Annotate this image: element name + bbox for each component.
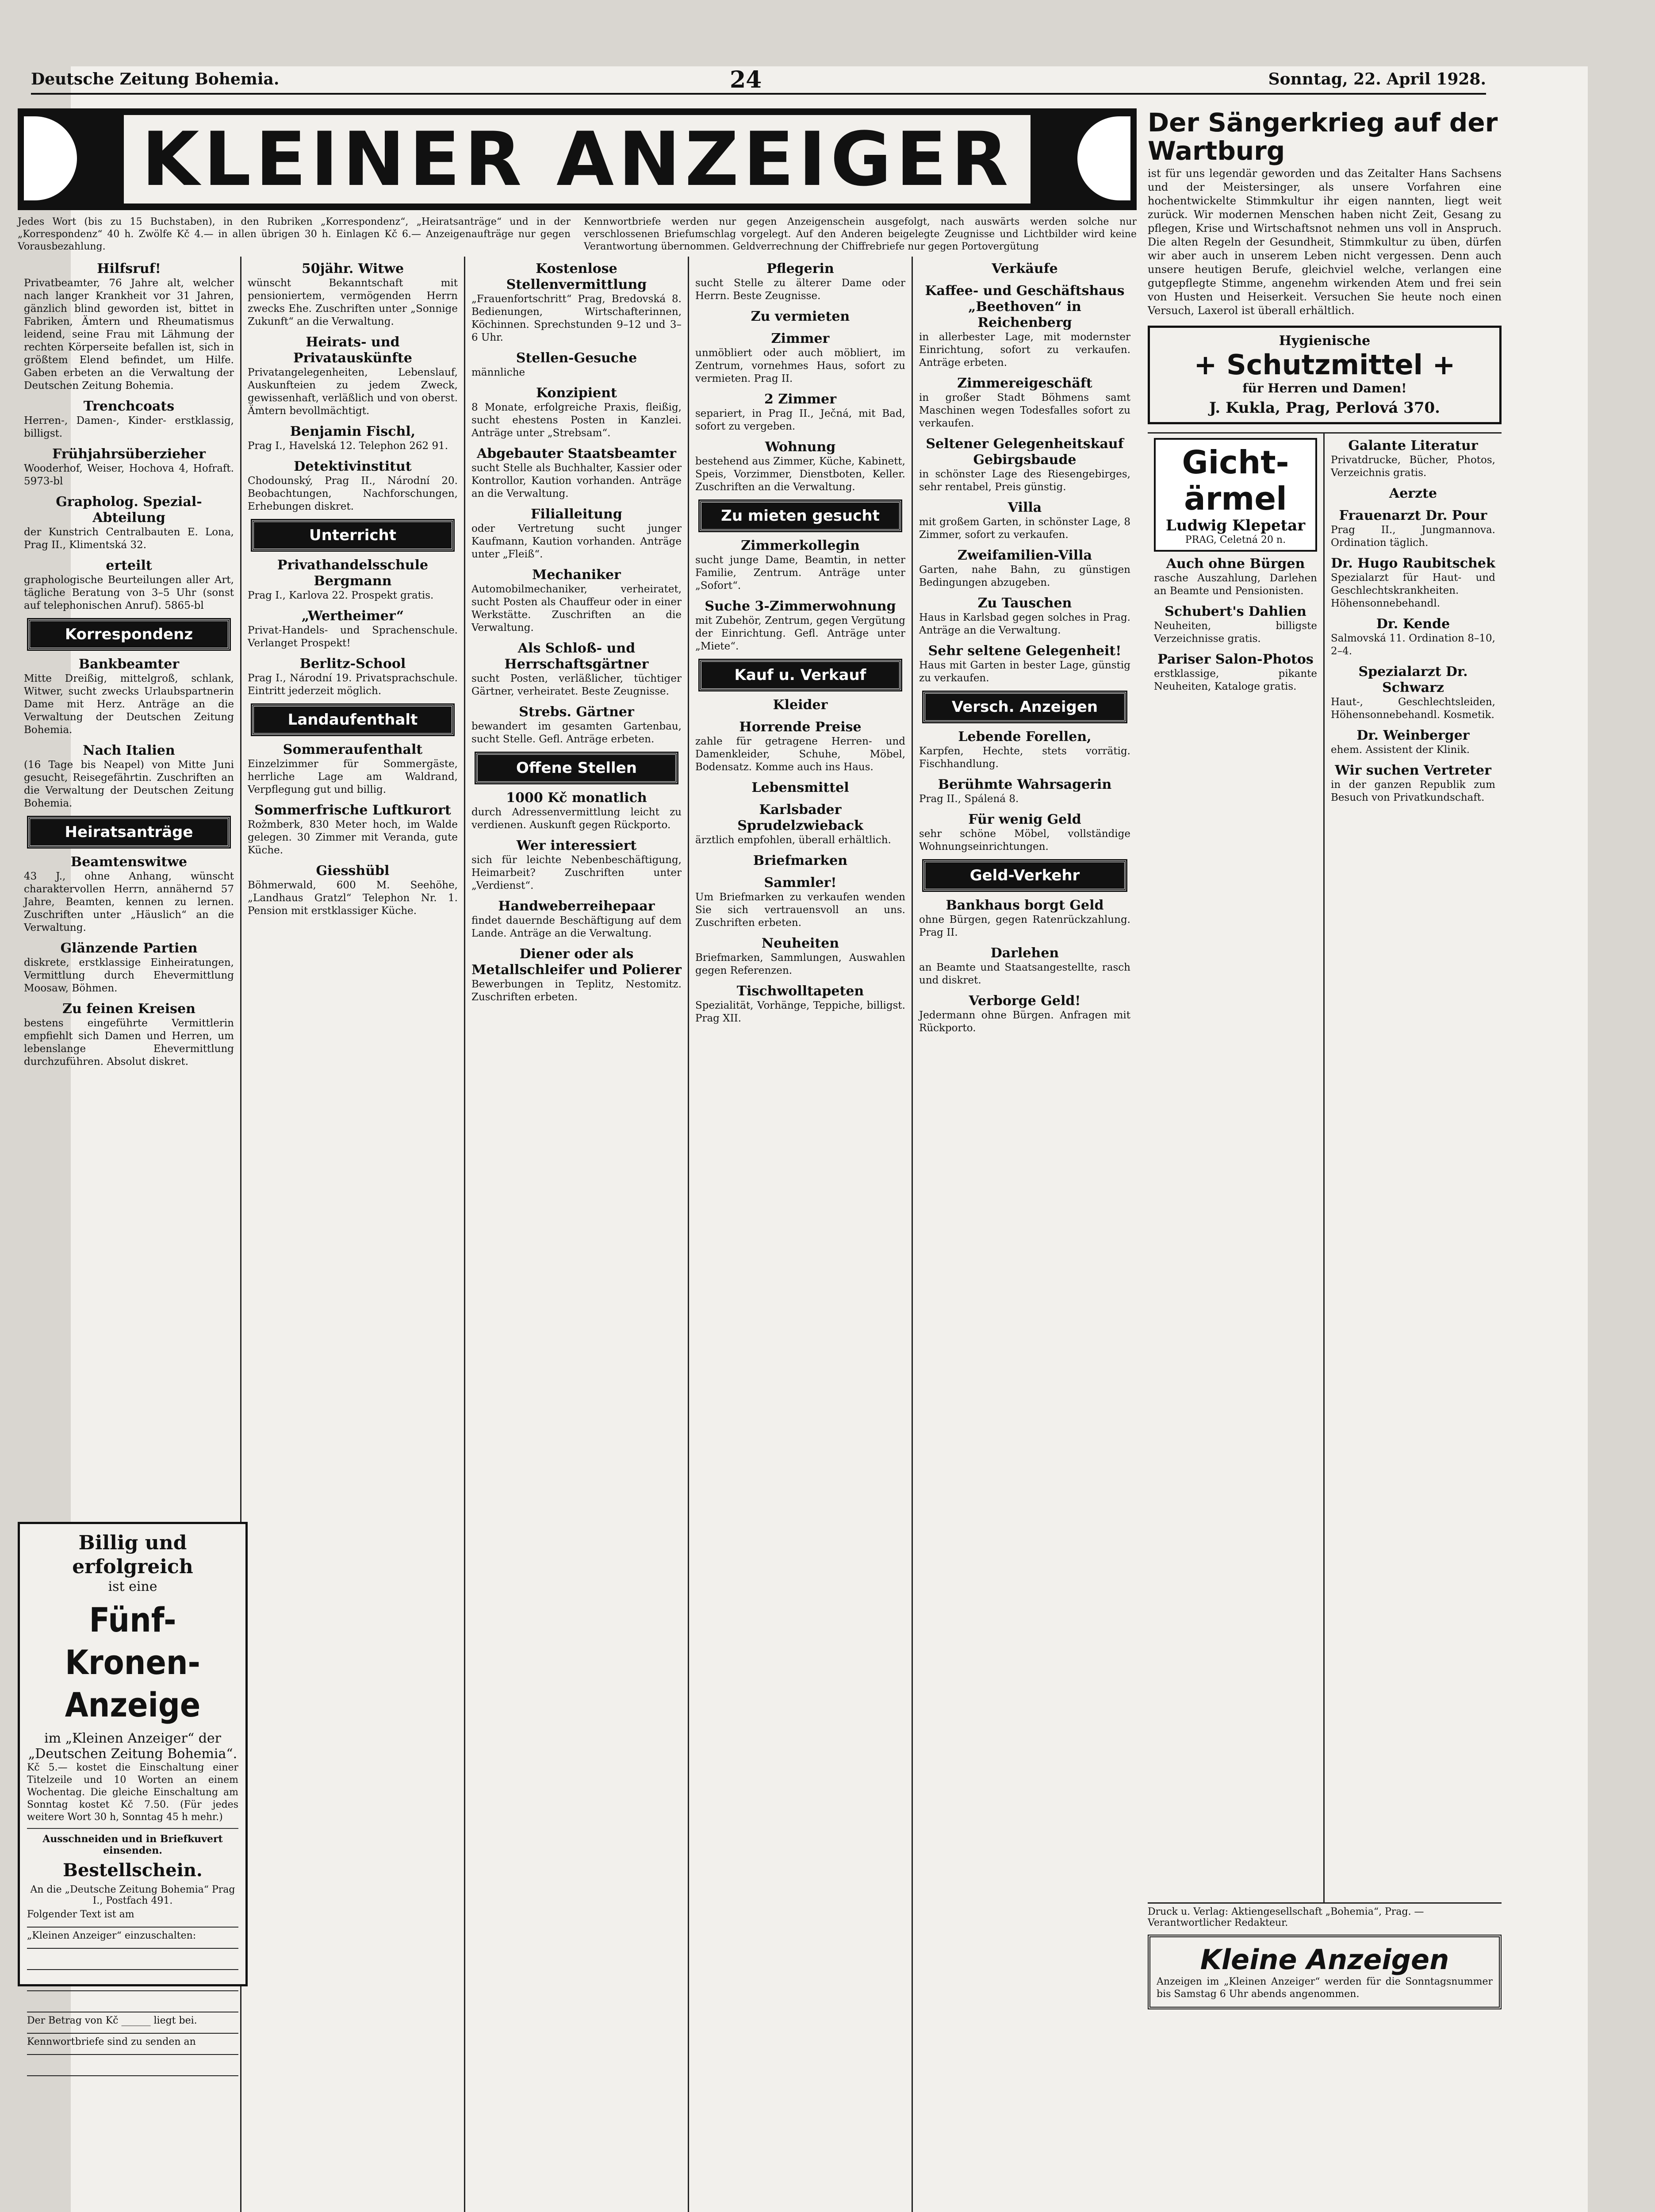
ad-heading: Berühmte Wahrsagerin: [938, 777, 1112, 792]
classified-column: [465, 257, 689, 2212]
ad-text: in großer Stadt Böhmens samt Maschinen wegen Todesfalles sofort zu verkaufen.: [919, 392, 1130, 429]
ad-heading: Kleider: [773, 697, 828, 713]
classified-ad: [919, 729, 1130, 771]
form-line-blank[interactable]: [27, 1994, 238, 2012]
kleiner-anzeiger-banner: [18, 108, 1137, 210]
classified-ad: [695, 983, 905, 1025]
classified-ad: [695, 853, 905, 869]
ad-heading: Pariser Salon-Photos: [1157, 652, 1314, 667]
schutzmittel-ad: [1148, 326, 1502, 424]
ad-heading: Bankhaus borgt Geld: [946, 898, 1104, 913]
ad-heading: „Wertheimer“: [301, 608, 404, 624]
ad-text: (16 Tage bis Neapel) von Mitte Juni gesucht, Reisegefährtin. Zuschriften an die Verwaltung der Deutschen Zeitung Bohemia.: [24, 759, 234, 809]
ad-text: Karpfen, Hechte, stets vorrätig. Fischhandlung.: [919, 745, 1130, 770]
ad-heading: Glänzende Partien: [60, 941, 198, 956]
classified-ad: [695, 331, 905, 385]
ad-heading: Galante Literatur: [1348, 438, 1478, 453]
ad-text: sich für leichte Nebenbeschäftigung, Heimarbeit? Zuschriften unter „Verdienst“.: [471, 854, 682, 891]
classified-ad: [1154, 652, 1317, 693]
form-line-amount[interactable]: Der Betrag von Kč ______ liegt bei.: [27, 2015, 238, 2034]
classified-ad: [919, 595, 1130, 637]
ad-text: Rožmberk, 830 Meter hoch, im Walde gelegen. 30 Zimmer mit Veranda, gute Küche.: [248, 819, 458, 856]
banner-ornament-right: [1077, 116, 1130, 200]
form-line-date[interactable]: Folgender Text ist am: [27, 1909, 238, 1928]
ad-heading: 1000 Kč monatlich: [506, 790, 647, 806]
header-paper-name: Deutsche Zeitung Bohemia.: [31, 70, 280, 88]
classified-ad: [24, 261, 234, 392]
classified-ad: [471, 838, 682, 892]
right-subcolumn-right: [1325, 434, 1502, 1902]
ad-heading: Schubert's Dahlien: [1165, 604, 1306, 619]
ad-heading: Grapholog. Spezial-Abteilung: [56, 494, 202, 526]
classified-ad: [471, 790, 682, 832]
classified-ad: [248, 261, 458, 328]
ad-text: sucht Posten, verläßlicher, tüchtiger Gärtner, verheiratet. Beste Zeugnisse.: [471, 673, 682, 697]
ad-text: an Beamte und Staatsangestellte, rasch und diskret.: [919, 962, 1130, 986]
ad-text: wünscht Bekanntschaft mit pensioniertem, vermögenden Herrn zwecks Ehe. Zuschriften unter „Sonnige Zukunft“ an die Verwaltung.: [248, 277, 458, 327]
ad-text: ärztlich empfohlen, überall erhältlich.: [695, 834, 891, 846]
classified-column: [913, 257, 1137, 2212]
classified-ad: [695, 392, 905, 433]
ad-text: sehr schöne Möbel, vollständige Wohnungseinrichtungen.: [919, 828, 1130, 853]
ad-text: Prag I., Karlova 22. Prospekt gratis.: [248, 590, 434, 601]
ad-text: „Frauenfortschritt“ Prag, Bredovská 8. Bedienungen, Wirtschafterinnen, Köchinnen. Sprechstunden 9–12 und 3–6 Uhr.: [471, 293, 682, 343]
ad-heading: 50jähr. Witwe: [301, 261, 404, 276]
rates-notice: [18, 216, 1137, 253]
section-header: Versch. Anzeigen: [923, 692, 1126, 722]
classified-ad: [919, 436, 1130, 494]
gicht-seller: Ludwig Klepetar: [1165, 517, 1306, 534]
ad-heading: Zu vermieten: [751, 309, 850, 324]
ad-text: bestens eingeführte Vermittlerin empfiehlt sich Damen und Herren, um lebenslange Ehevermittlung durchzuführen. Absolut diskret.: [24, 1018, 234, 1068]
section-header: Heiratsanträge: [28, 817, 230, 847]
ad-text: in allerbester Lage, mit modernster Einrichtung, sofort zu verkaufen. Anträge erbeten.: [919, 331, 1130, 369]
ad-text: Um Briefmarken zu verkaufen wenden Sie sich vertrauensvoll an uns. Zuschriften erbeten.: [695, 891, 905, 929]
ad-heading: Neuheiten: [761, 936, 839, 951]
classified-ad: [471, 567, 682, 634]
ad-heading: Aerzte: [1389, 486, 1437, 501]
classified-ad: [919, 812, 1130, 853]
ad-text: Prag II., Spálená 8.: [919, 793, 1019, 805]
ad-text: Chodounský, Prag II., Národní 20. Beobachtungen, Nachforschungen, Erhebungen diskret.: [248, 475, 458, 512]
classified-ad: [248, 863, 458, 918]
classified-ad: [248, 803, 458, 857]
ad-text: sucht junge Dame, Beamtin, in netter Familie, Zentrum. Anträge unter „Sofort“.: [695, 554, 905, 591]
ad-heading: Diener oder als Metallschleifer und Polierer: [471, 946, 682, 978]
classified-ad: [695, 875, 905, 929]
box-big-title: Fünf-Kronen-Anzeige: [65, 1600, 201, 1724]
section-header: Geld-Verkehr: [923, 860, 1126, 891]
classified-ad: [1331, 728, 1495, 757]
ad-text: Herren-, Damen-, Kinder- erstklassig, billigst.: [24, 415, 234, 439]
ad-heading: Heirats- und Privatauskünfte: [293, 334, 412, 366]
ad-heading: Dr. Hugo Raubitschek: [1331, 556, 1495, 571]
classified-ad: [248, 608, 458, 650]
right-column: [1148, 108, 1502, 2212]
box-headline: Billig und erfolgreich: [72, 1532, 193, 1578]
classified-ad: [919, 261, 1130, 277]
feature-headline: Der Sängerkrieg auf der Wartburg: [1148, 108, 1498, 166]
ad-heading: Lebende Forellen,: [958, 729, 1092, 745]
classified-ad: [471, 899, 682, 940]
banner-title: KLEINER ANZEIGER: [124, 115, 1030, 204]
section-header: Unterricht: [252, 520, 453, 550]
ad-text: zahle für getragene Herren- und Damenkleider, Schuhe, Möbel, Bodensatz. Komme auch ins Haus.: [695, 736, 905, 773]
box-subline: ist eine: [108, 1579, 157, 1594]
ad-text: mit großem Garten, in schönster Lage, 8 Zimmer, sofort zu verkaufen.: [919, 516, 1130, 541]
ad-text: Wooderhof, Weiser, Hochova 4, Hofraft. 5973-bl: [24, 463, 234, 487]
ad-heading: Wir suchen Vertreter: [1335, 763, 1491, 778]
ad-heading: Zimmerkollegin: [741, 538, 860, 553]
classified-ad: [695, 802, 905, 847]
classified-ad: [248, 334, 458, 418]
right-subcolumn-left: [1148, 434, 1325, 1902]
classified-ad: [24, 854, 234, 934]
ad-heading: Sommeraufenthalt: [283, 742, 423, 757]
ad-heading: Auch ohne Bürgen: [1166, 556, 1305, 572]
ad-text: rasche Auszahlung, Darlehen an Beamte und Pensionisten.: [1154, 572, 1317, 597]
classified-ad: [695, 719, 905, 774]
ad-heading: Dr. Weinberger: [1356, 728, 1470, 743]
classified-ad: [24, 558, 234, 612]
classified-ad: [919, 643, 1130, 685]
ad-text: Spezialität, Vorhänge, Teppiche, billigst. Prag XII.: [695, 1000, 905, 1024]
ad-heading: Zimmer: [771, 331, 830, 346]
ad-text: separiert, in Prag II., Ječná, mit Bad, sofort zu vergeben.: [695, 408, 905, 432]
ad-text: findet dauernde Beschäftigung auf dem Lande. Anträge an die Verwaltung.: [471, 915, 682, 939]
ad-text: Einzelzimmer für Sommergäste, herrliche Lage am Waldrand, Verpflegung gut und billig.: [248, 758, 458, 795]
ad-text: ohne Bürgen, gegen Ratenrückzahlung. Prag II.: [919, 914, 1130, 938]
ad-text: Garten, nahe Bahn, zu günstigen Bedingungen abzugeben.: [919, 564, 1130, 588]
kleine-text: Anzeigen im „Kleinen Anzeiger“ werden für die Sonntagsnummer bis Samstag 6 Uhr abends angenommen.: [1157, 1976, 1493, 2000]
ad-heading: Villa: [1008, 500, 1042, 515]
ad-heading: erteilt: [106, 558, 152, 573]
ad-text: bewandert im gesamten Gartenbau, sucht Stelle. Gefl. Anträge erbeten.: [471, 721, 682, 745]
form-line-blank[interactable]: [27, 1951, 238, 1970]
form-line-insert[interactable]: „Kleinen Anzeiger“ einzuschalten:: [27, 1930, 238, 1949]
ad-heading: Filialleitung: [531, 507, 622, 522]
ad-text: männliche: [471, 367, 525, 378]
ad-heading: Privathandelsschule Bergmann: [277, 557, 429, 589]
classified-ad: [695, 697, 905, 713]
section-header: Landaufenthalt: [252, 705, 453, 735]
ad-heading: Zweifamilien-Villa: [957, 548, 1092, 563]
ad-text: Bewerbungen in Teplitz, Nestomitz. Zuschriften erbeten.: [471, 979, 682, 1003]
classified-ad: [471, 704, 682, 746]
ad-heading: Mechaniker: [532, 567, 621, 583]
right-right-ads: [1331, 438, 1495, 804]
classified-ad: [248, 459, 458, 513]
ad-heading: Lebensmittel: [751, 780, 849, 795]
ad-text: mit Zubehör, Zentrum, gegen Vergütung der Einrichtung. Gefl. Anträge unter „Miete“.: [695, 615, 905, 652]
gicht-ad: [1154, 438, 1317, 552]
ad-heading: Hilfsruf!: [97, 261, 161, 276]
ad-heading: Stellen-Gesuche: [516, 350, 637, 366]
classified-ad: [1331, 763, 1495, 804]
classified-ad: [1154, 556, 1317, 598]
ad-heading: Berlitz-School: [299, 656, 406, 672]
ad-heading: Handweberreihepaar: [498, 899, 655, 914]
schutz-title: + Schutzmittel +: [1194, 349, 1456, 381]
ad-text: 8 Monate, erfolgreiche Praxis, fleißig, sucht ehestens Posten in Kanzlei. Anträge unter „Strebsam“.: [471, 402, 682, 439]
classified-ad: [919, 376, 1130, 430]
ad-heading: Sehr seltene Gelegenheit!: [928, 643, 1122, 659]
ad-heading: Benjamin Fischl,: [290, 424, 416, 439]
ad-text: in der ganzen Republik zum Besuch von Privatkundschaft.: [1331, 779, 1495, 803]
classified-ad: [248, 742, 458, 796]
ad-heading: Dr. Kende: [1376, 616, 1450, 632]
ad-heading: Wohnung: [765, 439, 836, 455]
classified-ad: [919, 283, 1130, 369]
ad-heading: Als Schloß- und Herrschaftsgärtner: [504, 641, 649, 672]
ad-text: Prag I., Národní 19. Privatsprachschule. Eintritt jederzeit möglich.: [248, 672, 458, 697]
ad-text: Spezialarzt für Haut- und Geschlechtskrankheiten. Höhensonnebehandl.: [1331, 572, 1495, 609]
amount-suffix: liegt bei.: [153, 2015, 197, 2026]
box-coupon-title: Bestellschein.: [63, 1860, 203, 1881]
classified-ad: [1331, 664, 1495, 722]
classified-ad: [24, 446, 234, 488]
ad-text: 43 J., ohne Anhang, wünscht charaktervollen Herrn, annähernd 57 Jahre, Beamten, kennen zu lernen. Zuschriften unter „Häuslich“ an die Verwaltung.: [24, 871, 234, 933]
ad-text: ehem. Assistent der Klinik.: [1331, 744, 1470, 756]
section-header: Zu mieten gesucht: [700, 501, 901, 531]
classified-ad: [1154, 604, 1317, 645]
banner-ornament-left: [24, 116, 77, 200]
section-header: Kauf u. Verkauf: [700, 660, 901, 690]
classified-ad: [1331, 616, 1495, 658]
ad-heading: Zu Tauschen: [977, 595, 1072, 611]
classified-ad: [695, 261, 905, 303]
classified-ad: [919, 548, 1130, 589]
divider: [27, 1828, 238, 1829]
classified-ad: [695, 439, 905, 494]
ad-heading: Nach Italien: [83, 743, 175, 758]
ad-heading: Bankbeamter: [78, 657, 180, 672]
ad-heading: Für wenig Geld: [968, 812, 1081, 827]
ad-text: in schönster Lage des Riesengebirges, sehr rentabel, Preis günstig.: [919, 469, 1130, 493]
classified-ad: [919, 993, 1130, 1035]
ad-heading: Kaffee- und Geschäftshaus „Beethoven“ in Reichenberg: [925, 283, 1125, 330]
ad-heading: Sammler!: [764, 875, 837, 891]
ad-heading: Detektivinstitut: [294, 459, 412, 474]
ad-text: graphologische Beurteilungen aller Art, tägliche Beratung von 3–5 Uhr (sonst auf telephonischen Anruf). 5865-bl: [24, 574, 234, 611]
classified-ad: [24, 657, 234, 737]
ad-text: Prag I., Havelská 12. Telephon 262 91.: [248, 440, 448, 452]
rates-conditions: Kennwortbriefe werden nur gegen Anzeigenschein ausgefolgt, nach auswärts werden solche nur verschlossenen Briefumschlag vorgelegt. Auf den Anderen beigelegte Zeugnisse und Lichtbilder wird keine Verantwortung übernommen. Geldverrechnung der Chiffrebriefe nur gegen Portovergütung: [584, 216, 1137, 252]
classified-ad: [695, 309, 905, 325]
ad-text: durch Adressenvermittlung leicht zu verdienen. Auskunft gegen Rückporto.: [471, 806, 682, 831]
kleine-anzeigen-box: [1148, 1935, 1502, 2009]
ad-text: bestehend aus Zimmer, Küche, Kabinett, Speis, Vorzimmer, Dienstboten, Keller. Zuschriften an die Verwaltung.: [695, 456, 905, 493]
ad-text: sucht Stelle zu älterer Dame oder Herrn. Beste Zeugnisse.: [695, 277, 905, 302]
ad-heading: Horrende Preise: [739, 719, 862, 735]
classified-ad: [695, 780, 905, 796]
amount-label: Der Betrag von Kč: [27, 2015, 119, 2026]
ad-heading: Beamtenswitwe: [70, 854, 188, 870]
classified-ad: [24, 941, 234, 995]
classified-ad: [24, 743, 234, 810]
classified-ad: [248, 424, 458, 453]
box-address: An die „Deutsche Zeitung Bohemia“ Prag I., Postfach 491.: [30, 1884, 235, 1906]
classified-ad: [24, 1001, 234, 1068]
classified-ad: [1331, 438, 1495, 480]
classified-ad: [1331, 486, 1495, 502]
right-left-ads: [1154, 556, 1317, 693]
schutz-kicker: Hygienische: [1279, 333, 1371, 349]
classified-ad: [471, 261, 682, 344]
ad-heading: Pflegerin: [766, 261, 834, 276]
classified-column: [241, 257, 465, 2212]
kleine-title: Kleine Anzeigen: [1200, 1943, 1449, 1976]
ad-text: sucht Stelle als Buchhalter, Kassier oder Kontrollor, Kaution vorhanden. Anträge an die Verwaltung.: [471, 462, 682, 499]
section-header: Offene Stellen: [476, 753, 677, 783]
ad-heading: Strebs. Gärtner: [519, 704, 634, 720]
feature-text: ist für uns legendär geworden und das Zeitalter Hans Sachsens und der Meistersinger, als unsere Vorfahren eine hochentwickelte Stimmkultur ihr eigen nannten, liegt weit zurück. Wir modernen Menschen haben nicht Zeit, Gesang zu pflegen, Krise und Wirtschaftsnot nehmen uns voll in Anspruch. Die alten Regeln der Gesundheit, Stimmkultur zu üben, dürfen wir aber auch in unserem Leben nicht vergessen. Denn auch unsere heutigen Berufe, gleichviel welche, verlangen eine gutgepflegte Stimme, angenehm wirkenden Atem und frei sein von Husten und Heiserkeit. Versuchen Sie heute noch einen Versuch, Laxerol ist überall erhältlich.: [1148, 167, 1502, 317]
classified-ad: [248, 557, 458, 602]
classified-ad: [471, 641, 682, 698]
ad-text: erstklassige, pikante Neuheiten, Kataloge gratis.: [1154, 668, 1317, 692]
running-header: [31, 66, 1486, 95]
ad-heading: Verborge Geld!: [969, 993, 1081, 1009]
ad-heading: Suche 3-Zimmerwohnung: [705, 599, 896, 614]
ad-text: Mitte Dreißig, mittelgroß, schlank, Witwer, sucht zwecks Urlaubspartnerin Dame mit Herz. Anträge an die Verwaltung der Deutschen Zeitung Bohemia.: [24, 673, 234, 736]
classified-ad: [1331, 556, 1495, 610]
section-header: Korrespondenz: [28, 619, 230, 649]
classified-ad: [471, 946, 682, 1004]
classified-ad: [24, 399, 234, 440]
ad-text: Haut-, Geschlechtsleiden, Höhensonnebehandl. Kosmetik.: [1331, 696, 1495, 721]
ad-heading: Sommerfrische Luftkurort: [254, 803, 451, 818]
ad-text: Privatbeamter, 76 Jahre alt, welcher nach langer Krankheit vor 31 Jahren, gänzlich blind geworden ist, bittet in Fabriken, Ämtern und Rheumatismus leidend, seine Frau mit Lähmung der rechten Körperseite befallen ist, sich in größtem Elend befindet, um Hilfe. Gaben erbeten an die Verwaltung der Deutschen Zeitung Bohemia.: [24, 277, 234, 392]
classified-ad: [919, 500, 1130, 541]
five-crown-ad-box: [18, 1522, 248, 2047]
schutz-sub: für Herren und Damen!: [1242, 381, 1407, 396]
ad-text: oder Vertretung sucht junger Kaufmann, Kaution vorhanden. Anträge unter „Fleiß“.: [471, 523, 682, 560]
form-line-reply[interactable]: Kennwortbriefe sind zu senden an: [27, 2036, 238, 2055]
ad-text: der Kunstrich Centralbauten E. Lona, Prag II., Klimentská 32.: [24, 526, 234, 551]
ad-heading: Kostenlose Stellenvermittlung: [506, 261, 647, 292]
box-body: Kč 5.— kostet die Einschaltung einer Titelzeile und 10 Worten an einem Wochentag. Die gleiche Einschaltung am Sonntag kostet Kč 7.50. (Für jedes weitere Wort 30 h, Sonntag 45 h mehr.): [27, 1762, 238, 1823]
rates-text: Jedes Wort (bis zu 15 Buchstaben), in den Rubriken „Korrespondenz“, „Heiratsanträge“ und in der „Korrespondenz“ 40 h. Zwölfe Kč 4.— in allen übrigen 30 h. Einlagen Kč 6.— Anzeigenaufträge nur gegen Vorausbezahlung.: [18, 216, 571, 252]
classified-ad: [471, 350, 682, 379]
classified-ad: [695, 538, 905, 592]
schutz-address: J. Kukla, Prag, Perlová 370.: [1209, 399, 1440, 417]
gicht-title-2: ärmel: [1184, 480, 1287, 517]
ad-text: Haus mit Garten in bester Lage, günstig zu verkaufen.: [919, 660, 1130, 684]
ad-heading: Zu feinen Kreisen: [62, 1001, 195, 1017]
ad-heading: 2 Zimmer: [764, 392, 836, 407]
ad-heading: Trenchcoats: [83, 399, 175, 414]
classified-ad: [695, 936, 905, 977]
ad-text: Briefmarken, Sammlungen, Auswahlen gegen Referenzen.: [695, 952, 905, 976]
classified-ad: [919, 945, 1130, 987]
form-line-blank[interactable]: [27, 2058, 238, 2076]
ad-text: Privatdrucke, Bücher, Photos, Verzeichnis gratis.: [1331, 454, 1495, 479]
form-line-blank[interactable]: [27, 1973, 238, 1991]
classified-ad: [695, 599, 905, 653]
ad-heading: Frauenarzt Dr. Pour: [1339, 508, 1487, 523]
ad-heading: Wer interessiert: [516, 838, 637, 853]
ad-heading: Verkäufe: [992, 261, 1058, 276]
classified-ad: [248, 656, 458, 698]
classified-ad: [24, 494, 234, 552]
ad-heading: Darlehen: [990, 945, 1059, 961]
ad-text: unmöbliert oder auch möbliert, im Zentrum, vornehmes Haus, sofort zu vermieten. Prag II.: [695, 347, 905, 384]
classified-ad: [471, 385, 682, 440]
ad-heading: Seltener Gelegenheitskauf Gebirgsbaude: [926, 436, 1124, 468]
imprint: Druck u. Verlag: Aktiengesellschaft „Bohemia“, Prag. — Verantwortlicher Redakteur.: [1148, 1902, 1502, 1928]
ad-heading: Tischwolltapeten: [736, 983, 864, 999]
ad-heading: Karlsbader Sprudelzwieback: [737, 802, 863, 833]
box-publication: im „Kleinen Anzeiger“ der „Deutschen Zeitung Bohemia“.: [28, 1731, 238, 1762]
ad-text: Haus in Karlsbad gegen solches in Prag. Anträge an die Verwaltung.: [919, 612, 1130, 636]
right-subcolumns: [1148, 432, 1502, 1902]
ad-heading: Briefmarken: [753, 853, 848, 868]
ad-text: Privat-Handels- und Sprachenschule. Verlanget Prospekt!: [248, 625, 458, 649]
gicht-address: PRAG, Celetná 20 n.: [1185, 534, 1286, 545]
ad-text: Böhmerwald, 600 M. Seehöhe, „Landhaus Gratzl“ Telephon Nr. 1. Pension mit erstklassiger Küche.: [248, 879, 458, 917]
ad-heading: Spezialarzt Dr. Schwarz: [1358, 664, 1468, 695]
ad-text: diskrete, erstklassige Einheiratungen, Vermittlung durch Ehevermittlung Moosaw, Böhmen.: [24, 957, 234, 994]
gicht-title: Gicht-: [1182, 444, 1289, 481]
ad-heading: Giesshübl: [316, 863, 390, 879]
classified-column: [689, 257, 913, 2212]
ad-text: Salmovská 11. Ordination 8–10, 2–4.: [1331, 633, 1495, 657]
header-date: Sonntag, 22. April 1928.: [1268, 70, 1486, 88]
classified-ad: [471, 446, 682, 500]
classified-ad: [471, 507, 682, 561]
ad-text: Prag II., Jungmannova. Ordination täglich.: [1331, 524, 1495, 549]
box-cut-instruction: Ausschneiden und in Briefkuvert einsenden.: [42, 1833, 223, 1856]
ad-heading: Abgebauter Staatsbeamter: [477, 446, 676, 461]
ad-text: Jedermann ohne Bürgen. Anfragen mit Rückporto.: [919, 1010, 1130, 1034]
ad-heading: Zimmereigeschäft: [957, 376, 1092, 391]
ad-text: Privatangelegenheiten, Lebenslauf, Auskunfteien zu jedem Zweck, gewissenhaft, verläßlich und von oberst. Ämtern bevollmächtigt.: [248, 367, 458, 417]
classified-ad: [919, 777, 1130, 806]
ad-text: Automobilmechaniker, verheiratet, sucht Posten als Chauffeur oder in einer Werkstätte. Zuschriften an die Verwaltung.: [471, 584, 682, 634]
ad-text: Neuheiten, billigste Verzeichnisse gratis.: [1154, 620, 1317, 645]
ad-heading: Frühjahrsüberzieher: [52, 446, 206, 462]
ad-heading: Konzipient: [536, 385, 617, 401]
classified-ad: [919, 898, 1130, 939]
classified-ad: [1331, 508, 1495, 549]
page-number: 24: [730, 66, 762, 93]
